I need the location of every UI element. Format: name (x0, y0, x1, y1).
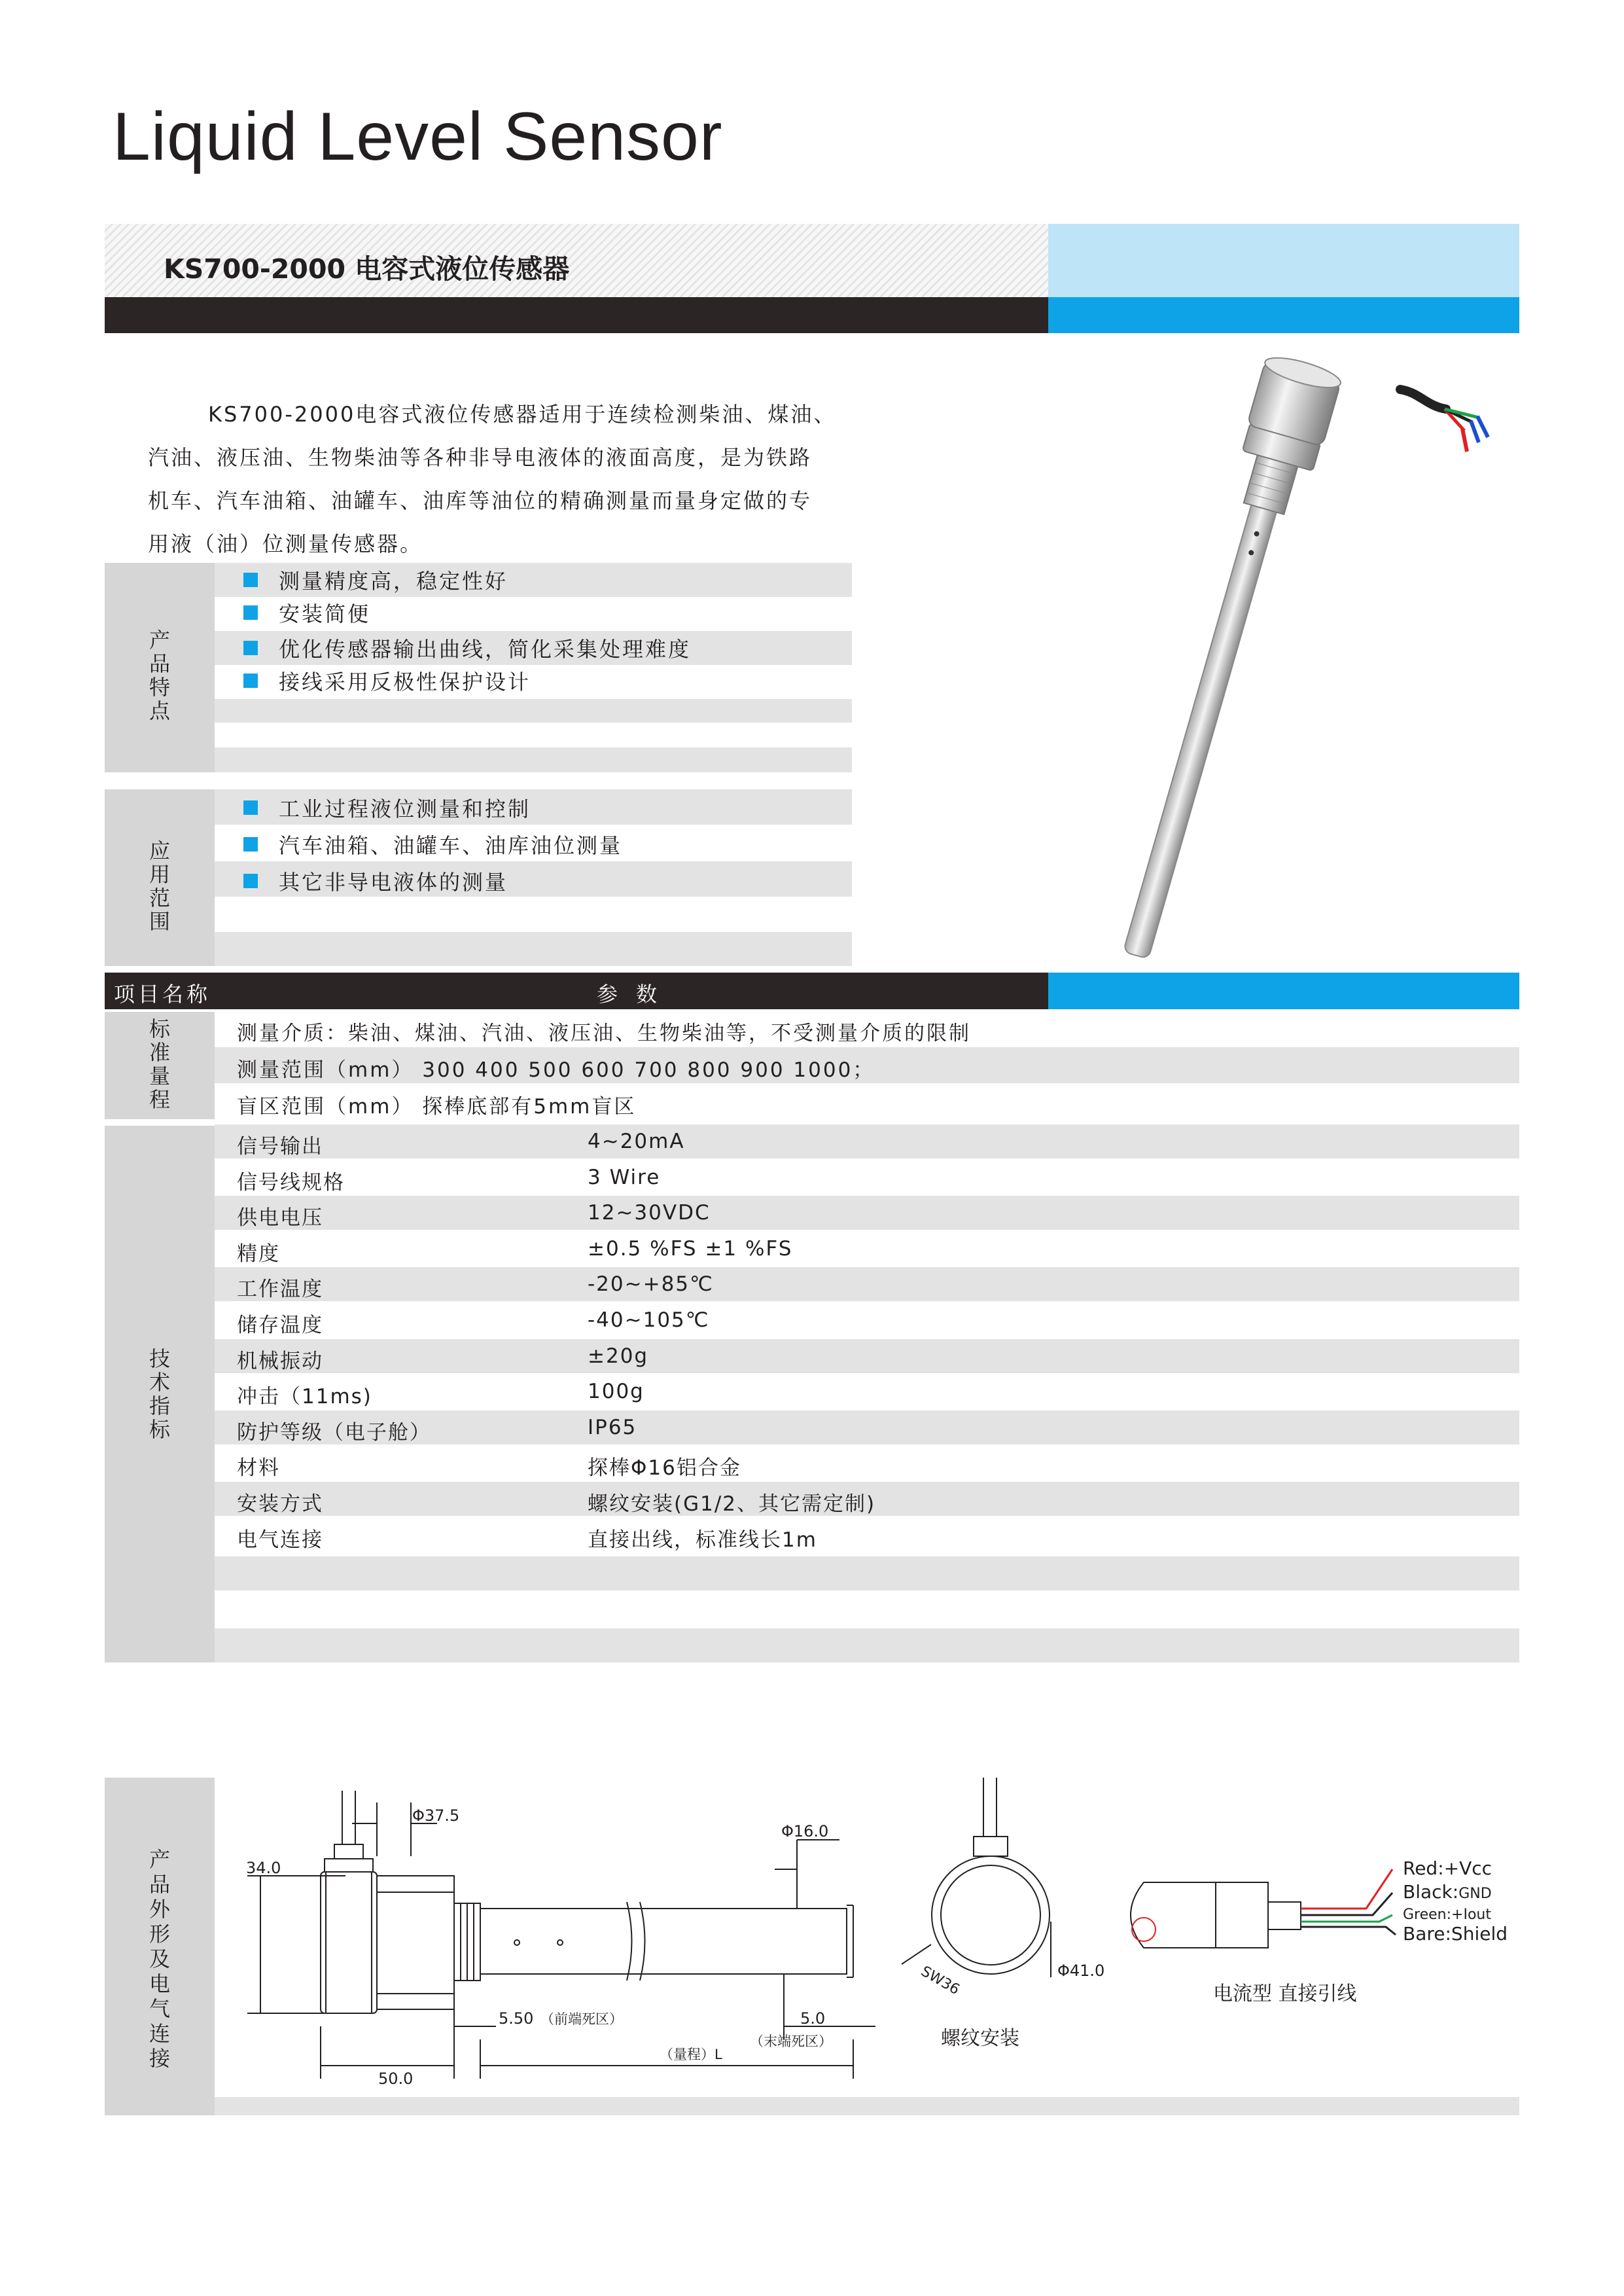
wiring-view (1131, 1869, 1396, 1948)
range-L: （量程）L (660, 2047, 722, 2062)
param-header-name: 项目名称 (114, 982, 211, 1007)
square-bullet-icon (243, 641, 258, 655)
feature-item (215, 665, 531, 696)
standard-label-text: 标准量程 (149, 1016, 170, 1112)
spec-name: 储存温度 (237, 1314, 323, 1337)
wire-red-label: Red:+Vcc (1403, 1857, 1492, 1879)
spec-row (215, 1446, 1519, 1480)
param-header-param: 参数 (597, 982, 676, 1007)
front-dead-zone: （前端死区） (540, 2011, 623, 2027)
spec-row (215, 1124, 1519, 1158)
application-item (215, 865, 508, 897)
spec-row (215, 1518, 1519, 1552)
product-header-accent (1048, 224, 1519, 297)
spec-value: 直接出线，标准线长1m (588, 1528, 817, 1552)
spec-name: 信号线规格 (237, 1170, 345, 1194)
applications-label-text: 应用范围 (149, 838, 170, 934)
intro-paragraph (148, 393, 848, 565)
applications-label (140, 839, 179, 933)
page-title: Liquid Level Sensor (113, 99, 723, 175)
sensor-photo (903, 353, 1518, 982)
dim-550: 5.50 (499, 2009, 534, 2028)
feature-text: 安装简便 (279, 601, 371, 626)
square-bullet-icon (243, 874, 258, 888)
end-dead-zone: （末端死区） (750, 2034, 832, 2049)
current-type-label: 电流型 直接引线 (1213, 1982, 1357, 2005)
feature-text: 测量精度高，稳定性好 (279, 569, 508, 594)
spec-row (215, 1339, 1519, 1373)
spec-value: ±0.5 %FS ±1 %FS (588, 1236, 793, 1261)
product-name: KS700-2000 电容式液位传感器 (164, 253, 570, 285)
wire-black-text: Black: (1403, 1881, 1459, 1903)
wire-bare-label: Bare:Shield (1403, 1923, 1508, 1945)
spec-value: ±20g (588, 1344, 649, 1368)
dim-50: 5.0 (800, 2009, 826, 2028)
spec-value: 12~30VDC (588, 1201, 711, 1225)
feature-item (215, 564, 508, 596)
product-header-bar-accent (1048, 297, 1519, 333)
spec-row (215, 1160, 1519, 1194)
dim-d37: Φ37.5 (412, 1806, 460, 1825)
spec-row (215, 1374, 1519, 1408)
spec-row (215, 1482, 1519, 1516)
application-text: 工业过程液位测量和控制 (279, 797, 531, 821)
square-bullet-icon (243, 605, 258, 620)
square-bullet-icon (243, 673, 258, 688)
spec-name: 工作温度 (237, 1278, 323, 1302)
intro-line: KS700-2000电容式液位传感器适用于连续检测柴油、煤油、 (208, 402, 837, 427)
features-label-text: 产品特点 (149, 628, 170, 723)
spec-row (215, 1232, 1519, 1266)
applications-row-bg (215, 932, 852, 966)
application-text: 其它非导电液体的测量 (279, 870, 508, 895)
feature-text: 接线采用反极性保护设计 (279, 670, 531, 694)
top-view (902, 1778, 1051, 1977)
drawing-footer-band (215, 2097, 1519, 2115)
spec-value: 4~20mA (588, 1130, 685, 1153)
spec-name: 信号输出 (237, 1135, 323, 1158)
spec-value: -20~+85℃ (588, 1272, 714, 1297)
spec-name: 材料 (237, 1456, 280, 1480)
spec-value: 探棒Φ16铝合金 (588, 1456, 741, 1480)
dim-500: 50.0 (378, 2070, 414, 2088)
dim-d41: Φ41.0 (1057, 1962, 1105, 1980)
tech-row-bg (215, 1556, 1519, 1590)
dim-d16: Φ16.0 (781, 1822, 829, 1840)
spec-name: 电气连接 (237, 1528, 323, 1552)
standard-row (215, 1084, 1519, 1120)
dim-34: 34.0 (246, 1859, 281, 1877)
features-row-bg (215, 747, 852, 772)
standard-row (215, 1047, 1519, 1083)
square-bullet-icon (243, 573, 258, 587)
feature-item (215, 632, 691, 664)
tech-row-bg (215, 1628, 1519, 1662)
standard-row-text: 测量介质：柴油、煤油、汽油、液压油、生物柴油等，不受测量介质的限制 (237, 1022, 971, 1045)
spec-name: 冲击（11ms) (237, 1385, 372, 1409)
product-header-bar (105, 297, 1048, 333)
param-header-accent (1048, 973, 1519, 1009)
feature-text: 优化传感器输出曲线，简化采集处理难度 (279, 637, 692, 662)
dim-sw36: SW36 (918, 1963, 962, 1999)
spec-name: 供电电压 (237, 1206, 323, 1230)
intro-line: 用液（油）位测量传感器。 (148, 531, 423, 556)
wire-black-label (1403, 1881, 1492, 1903)
spec-row (215, 1267, 1519, 1301)
intro-line: 机车、汽车油箱、油罐车、油库等油位的精确测量而量身定做的专 (148, 488, 813, 513)
application-item (215, 792, 531, 823)
feature-item (215, 597, 370, 628)
spec-name: 机械振动 (237, 1349, 323, 1373)
standard-row (215, 1011, 1519, 1047)
spec-row (215, 1303, 1519, 1337)
standard-row-text: 测量范围（mm） 300 400 500 600 700 800 900 1000； (237, 1058, 875, 1082)
technical-drawing (215, 1778, 1519, 2097)
application-item (215, 829, 622, 860)
spec-row (215, 1410, 1519, 1444)
spec-name: 防护等级（电子舱） (237, 1420, 431, 1444)
spec-value: 3 Wire (588, 1165, 661, 1189)
standard-row-text: 盲区范围（mm） 探棒底部有5mm盲区 (237, 1095, 637, 1119)
tech-label (140, 1347, 179, 1441)
spec-value: -40~105℃ (588, 1308, 710, 1332)
spec-name: 精度 (237, 1242, 280, 1266)
application-text: 汽车油箱、油罐车、油库油位测量 (279, 833, 623, 858)
intro-line: 汽油、液压油、生物柴油等各种非导电液体的液面高度，是为铁路 (148, 445, 813, 470)
features-row-bg (215, 699, 852, 723)
wire-green-label: Green:+Iout (1403, 1907, 1491, 1923)
drawing-label (140, 1847, 179, 2071)
spec-value: IP65 (588, 1415, 637, 1439)
features-label (140, 628, 179, 723)
wire-black-gnd: GND (1458, 1886, 1492, 1902)
spec-value: 100g (588, 1380, 644, 1404)
square-bullet-icon (243, 837, 258, 852)
spec-name: 安装方式 (237, 1492, 323, 1516)
drawing-label-text: 产品外形及电气连接 (149, 1847, 170, 2071)
standard-label (140, 1017, 179, 1111)
square-bullet-icon (243, 800, 258, 815)
tech-label-text: 技术指标 (149, 1346, 170, 1442)
spec-value: 螺纹安装(G1/2、其它需定制) (588, 1492, 876, 1516)
spec-row (215, 1196, 1519, 1230)
param-header-bar (105, 973, 1048, 1009)
thread-install-label: 螺纹安装 (941, 2027, 1019, 2050)
